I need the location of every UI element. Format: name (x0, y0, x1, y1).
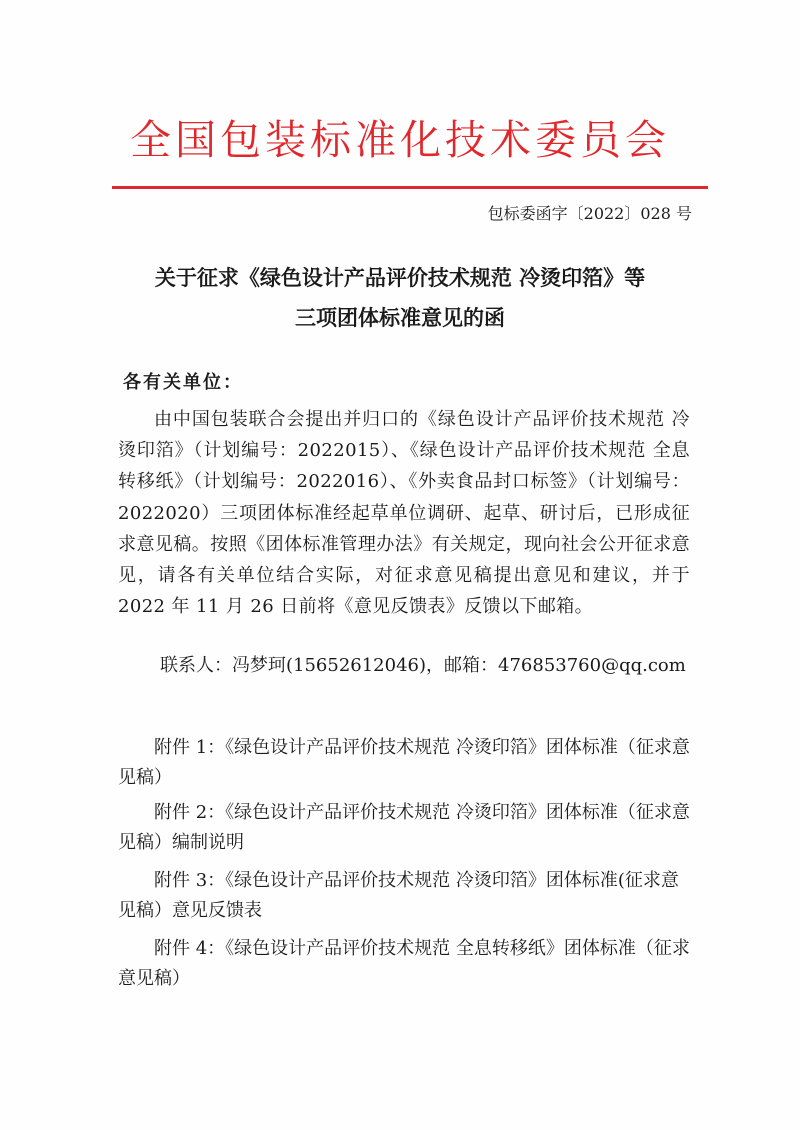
title-line-1: 关于征求《绿色设计产品评价技术规范 冷烫印箔》等 (154, 266, 646, 290)
document-number: 包标委函字〔2022〕028 号 (487, 204, 692, 223)
organization-header: 全国包装标准化技术委员会 (130, 116, 670, 164)
attachment-item-2: 附件 2：《绿色设计产品评价技术规范 冷烫印箔》团体标准（征求意见稿）编制说明 (118, 802, 690, 853)
body-paragraph: 由中国包装联合会提出并归口的《绿色设计产品评价技术规范 冷烫印箔》（计划编号：2022015）、《绿色设计产品评价技术规范 全息转移纸》（计划编号：2022016）、《外卖食品封口标签》（计划编号：2022020）三项团体标准经起草单位调研、起草、研讨后，已形成征求意见稿。按照《团体标准管理办法》有关规定，现向社会公开征求意见，请各有关单位结合实际，对征求意见稿提出意见和建议，并于 2022 年 11 月 26 日前将《意见反馈表》反馈以下邮箱。 (118, 409, 690, 618)
contact-line: 联系人：冯梦珂(15652612046)，邮箱：476853760@qq.com (160, 655, 686, 676)
header-divider (112, 186, 708, 189)
title-line-2: 三项团体标准意见的函 (295, 306, 505, 330)
salutation: 各有关单位： (123, 372, 243, 393)
attachment-item-3: 附件 3：《绿色设计产品评价技术规范 冷烫印箔》团体标准(征求意见稿）意见反馈表 (118, 870, 679, 921)
document-title (100, 258, 700, 338)
attachment-item-1: 附件 1：《绿色设计产品评价技术规范 冷烫印箔》团体标准（征求意见稿） (118, 737, 690, 788)
attachment-item-4: 附件 4：《绿色设计产品评价技术规范 全息转移纸》团体标准（征求意见稿） (118, 938, 690, 989)
